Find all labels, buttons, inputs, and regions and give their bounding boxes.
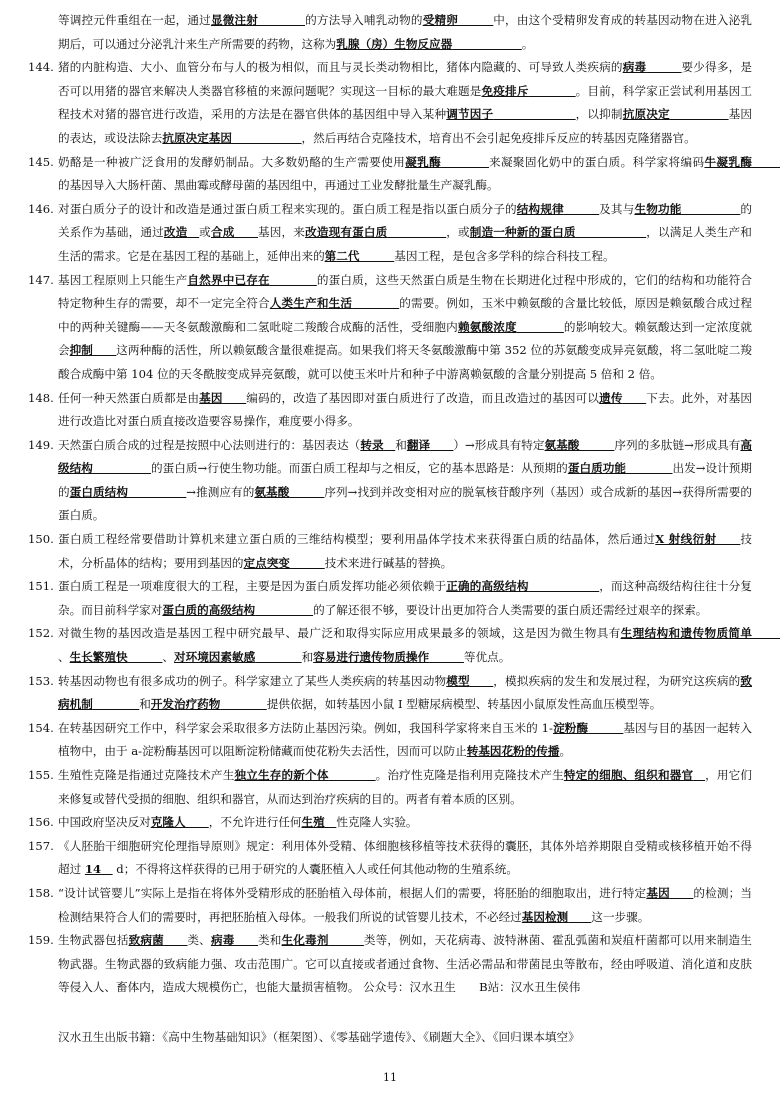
text-segment: 技术来进行碱基的替换。	[324, 555, 453, 570]
answer-blank: 乳腺（房）生物反应器	[336, 36, 453, 51]
answer-blank	[626, 461, 673, 475]
answer-blank	[101, 862, 113, 876]
text-segment: 在转基因研究工作中，科学家会采取很多方法防止基因污染。例如，我国科学家将来自玉米的 1-	[58, 720, 553, 735]
text-segment: 基因与目的基因一起转入植物中，由于 a-淀粉酶基因可以阻断淀粉储藏而使花粉失去活性，因而可以防止	[58, 720, 752, 759]
text-segment: 。治疗性克隆是指利用克隆技术产生	[375, 768, 564, 782]
text-segment: 《人胚胎干细胞研究伦理指导原则》规定：利用体外受精、体细胞核移植等技术获得的囊胚，其体外培养期限自受精或核移植开始不得超过	[58, 838, 752, 877]
text-segment: 。	[559, 744, 572, 759]
text-segment: 序列的多肽链→形成具有	[614, 437, 741, 452]
answer-blank: 克隆人	[150, 815, 186, 830]
question-item	[28, 811, 752, 835]
answer-blank	[458, 13, 493, 27]
text-segment: 。目前，科学家正尝试利用基因工程技术对猪的器官进行改造，采用的方法是在器官供体的基因组中导入某种	[58, 83, 752, 122]
text-segment: →推测应有的	[186, 484, 255, 499]
question-text	[58, 929, 752, 1000]
question-item	[28, 387, 752, 434]
question-item	[28, 622, 752, 669]
question-number: 151.	[28, 579, 54, 594]
text-segment: 基因工程原则上只能生产	[58, 272, 188, 287]
answer-blank: 病毒	[210, 933, 235, 948]
answer-blank: 结构规律	[516, 201, 564, 216]
text-segment: 下去。此外，对基因进行改造比对蛋白质直接改造要容易操作，难度要小得多。	[58, 390, 752, 429]
answer-blank	[576, 225, 647, 239]
text-segment: 提供依据，如转基因小鼠 I 型糖尿病模型、转基因小鼠原发性高血压模型等。	[266, 697, 662, 712]
question-text	[58, 151, 752, 198]
answer-blank: 遗传	[599, 390, 623, 405]
answer-blank: 赖氨酸浓度	[457, 319, 517, 334]
question-number: 146.	[28, 201, 54, 216]
text-segment: 基因工程，是包含多学科的综合科技工程。	[394, 248, 615, 263]
answer-blank	[670, 886, 694, 900]
answer-blank: 对环境因素敏感	[174, 650, 256, 665]
question-number: 158.	[28, 885, 54, 900]
text-segment: 的基因导入大肠杆菌、黑曲霉或酵母菌的基因组中，再通过工业发酵批量生产凝乳酶。	[58, 178, 499, 193]
answer-blank: 氨基酸	[544, 437, 580, 452]
text-segment: 等优点。	[463, 650, 511, 665]
question-text	[58, 835, 752, 882]
answer-blank	[325, 815, 337, 829]
text-segment: 对蛋白质分子的设计和改造是通过蛋白质工程来实现的。蛋白质工程是指以蛋白质分子的	[58, 201, 517, 216]
text-segment: 这一步骤。	[591, 909, 650, 924]
answer-blank: 生化毒剂	[281, 933, 329, 948]
answer-blank	[384, 438, 396, 452]
answer-blank	[232, 131, 302, 145]
question-item	[28, 9, 752, 56]
text-segment: 中，由这个受精卵发育成的转基因动物在进入泌乳期后，可以通过分泌乳汁来生产所需要的药物，这称为	[58, 13, 752, 51]
answer-blank	[452, 37, 522, 51]
text-segment: 、	[162, 650, 174, 665]
question-number: 155.	[28, 768, 54, 782]
question-text	[58, 670, 752, 717]
text-segment: 的需要。例如，玉米中赖氨酸的含量比较低，原因是赖氨酸合成过程中的两种关键酶——天冬氨酸激酶和二氢吡啶二羧酸合成酶的活性，受细胞内	[58, 296, 752, 334]
text-segment: 的方法导入哺乳动物的	[305, 13, 423, 27]
text-segment: 和	[395, 437, 407, 452]
text-segment: 和	[139, 697, 151, 712]
question-number: 159.	[28, 933, 54, 948]
question-item	[28, 198, 752, 269]
answer-blank: 生长繁殖快	[69, 650, 128, 665]
answer-blank: 氨基酸	[254, 484, 290, 499]
answer-blank	[220, 697, 266, 711]
text-segment: 对微生物的基因改造是基因工程中研究最早、最广泛和取得实际应用成果最多的领域，这是因为微生物具有	[58, 626, 621, 641]
text-segment: 序列→找到并改变相对应的脱氧核苷酸序列（基因）或合成新的基因→获得所需要的蛋白质。	[58, 484, 752, 523]
answer-blank: 正确的高级结构	[446, 579, 529, 594]
question-text	[58, 56, 752, 150]
question-item	[28, 717, 752, 764]
publication-footer: 汉水丑生出版书籍：《高中生物基础知识》（框架图）、《零基础学遗传》、《刷题大全》、《回归课本填空》	[58, 1030, 580, 1044]
question-number	[28, 9, 58, 56]
text-segment: ，然后再结合克隆技术，培育出不会引起免疫排斥反应的转基因克隆猪器官。	[301, 130, 696, 145]
answer-blank	[359, 249, 394, 263]
text-segment: 的蛋白质，这些天然蛋白质是生物在长期进化过程中形成的，它们的结构和功能符合特定物种生存的需要，却不一定完全符合	[58, 272, 752, 311]
text-segment: 来凝聚固化奶中的蛋白质。科学家将编码	[488, 154, 705, 169]
answer-blank	[623, 391, 647, 405]
question-text	[58, 387, 752, 434]
answer-blank	[258, 13, 305, 27]
answer-blank: 生理结构和遗传物质简单	[620, 626, 752, 641]
answer-blank	[164, 933, 188, 947]
answer-blank	[517, 320, 564, 334]
answer-blank	[579, 438, 614, 452]
text-segment: 技术，分析晶体的结构；要用到基因的	[58, 532, 752, 570]
answer-blank: 容易进行遗传物质操作	[313, 650, 430, 665]
answer-blank: 牛凝乳酶	[704, 154, 752, 169]
answer-blank	[234, 933, 258, 947]
answer-blank	[430, 438, 453, 452]
answer-blank: 抗原决定	[622, 107, 670, 122]
answer-blank	[329, 933, 364, 947]
question-number: 144.	[28, 60, 54, 75]
answer-blank: 改造现有蛋白质	[305, 225, 388, 240]
answer-blank: 模型	[446, 673, 470, 688]
answer-blank	[329, 768, 376, 782]
answer-blank: 调节因子	[446, 107, 494, 122]
answer-blank	[752, 626, 780, 640]
answer-blank	[290, 556, 325, 570]
answer-blank: 翻译	[406, 437, 431, 452]
text-segment: 、	[58, 650, 70, 665]
text-segment: 要少得多，是否可以用猪的器官来解决人类器官移植的来源问题呢？实现这一目标的最大难题是	[58, 60, 752, 98]
question-item	[28, 434, 752, 528]
answer-blank: 改造	[163, 225, 188, 240]
question-number: 156.	[28, 815, 54, 830]
text-segment: 类等，例如，天花病毒、波特淋菌、霍乱弧菌和炭疽杆菌都可以用来制造生物武器。生物武器的致病能力强、攻击范围广。它可以直接或者通过食物、生活必需品和带菌昆虫等散布，经由呼吸道、消化道和皮肤等侵入人、畜体内，造成大规模伤亡，也能大量损害植物。 公众号：汉水丑生 B站：汉水丑生侯伟	[58, 933, 752, 995]
question-item	[28, 151, 752, 198]
answer-blank: 抗原决定基因	[162, 130, 232, 145]
text-segment: 蛋白质工程经常要借助计算机来建立蛋白质的三维结构模型；要利用晶体学技术来获得蛋白质的结晶体，然后通过	[58, 532, 656, 547]
answer-blank	[529, 579, 600, 593]
question-item	[28, 764, 752, 811]
text-segment: ，而这种高级结构往往十分复杂。而目前科学家对	[58, 579, 752, 617]
answer-blank: 免疫排斥	[481, 83, 529, 98]
answer-blank	[186, 815, 209, 829]
text-segment: 和	[301, 650, 314, 665]
answer-blank: 合成	[210, 225, 235, 240]
text-segment: 天然蛋白质合成的过程是按照中心法则进行的：基因表达（	[58, 437, 361, 452]
text-segment: ）→形成具有特定	[453, 437, 545, 452]
text-segment: 生物武器包括	[58, 933, 129, 948]
answer-blank: 定点突变	[243, 555, 290, 570]
answer-blank: 开发治疗药物	[150, 697, 221, 712]
answer-blank: 14	[84, 862, 102, 877]
question-text	[58, 811, 752, 835]
question-item	[28, 882, 752, 929]
answer-blank	[716, 532, 740, 546]
answer-blank: 高级结构	[58, 437, 752, 476]
answer-blank: 致病菌	[128, 933, 164, 948]
answer-blank: 蛋白质功能	[567, 461, 626, 476]
text-segment: ，用它们来修复或替代受损的细胞、组织和器官，从而达到治疗疾病的目的。两者有着本质的区别。	[58, 768, 752, 806]
text-segment: 的检测；当检测结果符合人们的需要时，再把胚胎植入母体。一般我们所说的试管婴儿技术，不必经过	[58, 885, 752, 924]
text-segment: 这两种酶的活性，所以赖氨酸含量很难提高。如果我们将天冬氨酸激酶中第 352 位的苏氨酸变成异亮氨酸，将二氢吡啶二羧酸合成酶中第 104 位的天冬酰胺变成异亮氨酸，就可以使玉米叶片和种子中游离赖氨酸的含量分别提高 5 倍和 2 倍。	[58, 343, 752, 381]
text-segment: “设计试管婴儿”实际上是指在将体外受精形成的胚胎植入母体前，根据人们的需要，将胚胎的细胞取出，进行特定	[58, 885, 647, 900]
text-segment: 蛋白质工程是一项难度很大的工程，主要是因为蛋白质发挥功能必须依赖于	[58, 579, 447, 594]
answer-blank	[529, 84, 576, 98]
question-item	[28, 575, 752, 622]
answer-blank	[289, 485, 324, 499]
answer-blank: 制造一种新的蛋白质	[469, 225, 576, 240]
answer-blank	[387, 225, 446, 239]
answer-blank: 基因检测	[521, 909, 569, 924]
question-item	[28, 670, 752, 717]
text-segment: 类和	[258, 933, 282, 948]
answer-blank	[752, 155, 780, 169]
answer-blank	[429, 650, 464, 664]
text-segment: 或	[199, 225, 211, 240]
question-item	[28, 835, 752, 882]
text-segment: ，模拟疾病的发生和发展过程，为研究这疾病的	[493, 673, 741, 688]
text-segment: 等调控元件重组在一起，通过	[58, 13, 211, 27]
question-list	[28, 9, 752, 1000]
text-segment: 的关系作为基础，通过	[58, 201, 752, 240]
answer-blank	[493, 107, 575, 121]
answer-blank: 受精卵	[422, 13, 458, 27]
answer-blank	[682, 202, 741, 216]
text-segment: 编码的，改造了基因即对蛋白质进行了改造，而且改造过的基因可以	[246, 390, 600, 405]
answer-blank: 蛋白质的高级结构	[162, 602, 256, 617]
answer-blank	[352, 296, 399, 310]
question-item	[28, 528, 752, 575]
question-text	[58, 764, 752, 811]
question-text	[58, 575, 752, 622]
text-segment: 转基因动物也有很多成功的例子。科学家建立了某些人类疾病的转基因动物	[58, 673, 447, 688]
answer-blank: 蛋白质结构	[69, 484, 128, 499]
text-segment: 出发→设计预期的	[58, 461, 752, 499]
question-text	[58, 717, 752, 764]
answer-blank	[128, 650, 163, 664]
text-segment: 中国政府坚决反对	[58, 815, 151, 830]
answer-blank: 生殖	[301, 815, 325, 830]
answer-blank	[93, 343, 116, 357]
question-number: 147.	[28, 272, 54, 287]
text-segment: 奶酪是一种被广泛食用的发酵奶制品。大多数奶酪的生产需要使用	[58, 154, 406, 169]
answer-blank	[128, 485, 186, 499]
page-number: 11	[383, 1071, 397, 1084]
text-segment: d；不得将这样获得的已用于研究的人囊胚植入人或任何其他动物的生殖系统。	[112, 862, 518, 877]
text-segment: 性克隆人实验。	[336, 815, 418, 830]
text-segment: 的了解还很不够，要设计出更加符合人类需要的蛋白质还需经过艰辛的探索。	[313, 602, 708, 617]
answer-blank	[255, 603, 313, 617]
text-segment: ，以抑制	[575, 107, 623, 122]
answer-blank: 致病机制	[58, 673, 752, 712]
answer-blank	[670, 107, 729, 121]
text-segment: 类、	[187, 933, 211, 948]
text-segment: 任何一种天然蛋白质都是由	[58, 390, 200, 405]
text-segment: 及其与	[599, 201, 635, 216]
answer-blank	[568, 910, 591, 924]
answer-blank: 独立生存的新个体	[234, 768, 329, 782]
question-text	[58, 882, 752, 929]
answer-blank	[93, 697, 139, 711]
text-segment: ，或	[446, 225, 470, 240]
answer-blank: X 射线衍射	[655, 532, 717, 547]
text-segment: 的蛋白质→行使生物功能。而蛋白质工程却与之相反，它的基本思路是：从预期的	[151, 461, 568, 476]
text-segment: 的影响较大。赖氨酸达到一定浓度就会	[58, 319, 752, 358]
text-segment: 。	[521, 36, 534, 51]
question-item	[28, 56, 752, 150]
answer-blank: 第二代	[324, 248, 360, 263]
text-segment: 基因，来	[258, 225, 306, 240]
answer-blank	[255, 650, 301, 664]
question-text	[58, 9, 752, 56]
answer-blank	[588, 721, 623, 735]
answer-blank	[223, 391, 247, 405]
answer-blank	[693, 768, 705, 782]
question-number: 148.	[28, 390, 54, 405]
answer-blank: 抑制	[69, 343, 93, 358]
answer-blank	[270, 273, 317, 287]
text-segment: ，以满足人类生产和生活的需求。它是在基因工程的基础上，延伸出来的	[58, 225, 752, 263]
question-number: 153.	[28, 673, 54, 688]
question-text	[58, 198, 752, 269]
text-segment: 生殖性克隆是指通过克隆技术产生	[58, 768, 235, 782]
question-text	[58, 622, 752, 669]
answer-blank	[187, 225, 199, 239]
answer-blank: 生物功能	[634, 201, 682, 216]
answer-blank	[646, 60, 681, 74]
text-segment: 猪的内脏构造、大小、血管分布与人的极为相似，而且与灵长类动物相比，猪体内隐藏的、可导致人类疾病的	[58, 60, 623, 75]
answer-blank: 基因	[646, 885, 670, 900]
question-text	[58, 528, 752, 575]
answer-blank: 凝乳酶	[405, 154, 442, 169]
answer-blank	[93, 461, 151, 475]
question-item	[28, 269, 752, 387]
question-number: 154.	[28, 720, 54, 735]
answer-blank	[564, 202, 599, 216]
question-number: 152.	[28, 626, 54, 641]
answer-blank	[441, 155, 489, 169]
question-number: 150.	[28, 532, 54, 547]
answer-blank: 人类生产和生活	[269, 296, 353, 311]
answer-blank: 淀粉酶	[552, 720, 589, 735]
text-segment: 基因的表达，或设法除去	[58, 107, 752, 145]
answer-blank: 基因	[199, 390, 223, 405]
question-text	[58, 434, 752, 528]
question-number: 145.	[28, 154, 54, 169]
question-number: 157.	[28, 838, 54, 853]
answer-blank: 自然界中已存在	[187, 272, 270, 287]
text-segment: ，不允许进行任何	[208, 815, 302, 830]
question-text	[58, 269, 752, 387]
answer-blank	[470, 674, 494, 688]
answer-blank: 转录	[360, 437, 384, 452]
answer-blank: 病毒	[622, 60, 647, 75]
answer-blank: 显微注射	[210, 13, 258, 27]
question-item	[28, 929, 752, 1000]
answer-blank	[234, 225, 258, 239]
answer-blank: 转基因花粉的传播	[466, 744, 560, 759]
answer-blank: 特定的细胞、组织和器官	[563, 768, 694, 782]
question-number: 149.	[28, 437, 54, 452]
